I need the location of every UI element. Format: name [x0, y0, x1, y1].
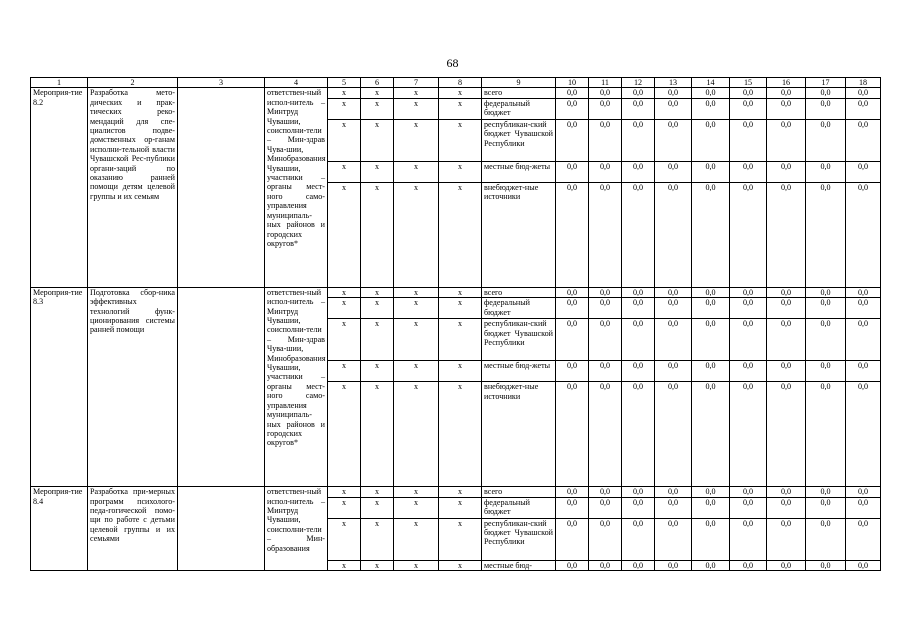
funding-value: 0,0 — [767, 361, 806, 382]
x-mark: x — [394, 161, 439, 182]
funding-value: 0,0 — [622, 560, 655, 570]
measure-name: Разработка при-мерных программ психолого-педа-гогической помо-щи по работе с детьми целевой группы и их семьями — [88, 487, 178, 571]
funding-value: 0,0 — [589, 161, 622, 182]
funding-source: местные бюд- — [482, 560, 556, 570]
funding-value: 0,0 — [846, 88, 881, 98]
x-mark: x — [439, 518, 482, 560]
funding-value: 0,0 — [655, 88, 692, 98]
measure-executors: ответствен-ный испол-нитель – Минтруд Чувашии, соисполни-тели – Мин-здрав Чува-шии, Минобразования Чувашии, участники – органы мест-ного само-управления муниципаль-ных районов и городских округов* — [265, 88, 328, 287]
x-mark: x — [439, 382, 482, 487]
column-header: 9 — [482, 78, 556, 88]
funding-value: 0,0 — [556, 287, 589, 297]
funding-source: федеральный бюджет — [482, 98, 556, 119]
measure-id: Мероприя-тие 8.3 — [31, 287, 88, 486]
column-header: 16 — [767, 78, 806, 88]
funding-value: 0,0 — [556, 182, 589, 287]
funding-value: 0,0 — [806, 88, 846, 98]
funding-value: 0,0 — [767, 298, 806, 319]
funding-value: 0,0 — [655, 298, 692, 319]
column-header: 12 — [622, 78, 655, 88]
funding-value: 0,0 — [589, 497, 622, 518]
measure-col3 — [178, 487, 265, 571]
funding-value: 0,0 — [846, 298, 881, 319]
column-header: 10 — [556, 78, 589, 88]
funding-value: 0,0 — [730, 298, 767, 319]
column-header: 6 — [361, 78, 394, 88]
x-mark: x — [328, 518, 361, 560]
funding-value: 0,0 — [806, 298, 846, 319]
funding-source: республикан-ский бюджет Чувашской Республики — [482, 319, 556, 361]
funding-value: 0,0 — [556, 88, 589, 98]
funding-value: 0,0 — [655, 161, 692, 182]
funding-value: 0,0 — [692, 487, 730, 497]
x-mark: x — [328, 361, 361, 382]
funding-source: местные бюд-жеты — [482, 161, 556, 182]
funding-value: 0,0 — [692, 560, 730, 570]
measure-id: Мероприя-тие 8.4 — [31, 487, 88, 571]
funding-value: 0,0 — [556, 319, 589, 361]
x-mark: x — [439, 298, 482, 319]
funding-source: федеральный бюджет — [482, 298, 556, 319]
funding-value: 0,0 — [846, 119, 881, 161]
funding-value: 0,0 — [622, 98, 655, 119]
column-header: 18 — [846, 78, 881, 88]
funding-value: 0,0 — [730, 287, 767, 297]
funding-value: 0,0 — [730, 487, 767, 497]
x-mark: x — [328, 182, 361, 287]
funding-value: 0,0 — [767, 319, 806, 361]
funding-value: 0,0 — [767, 98, 806, 119]
x-mark: x — [394, 98, 439, 119]
x-mark: x — [361, 487, 394, 497]
funding-value: 0,0 — [846, 182, 881, 287]
funding-source: местные бюд-жеты — [482, 361, 556, 382]
page-number: 68 — [446, 56, 459, 70]
x-mark: x — [439, 88, 482, 98]
x-mark: x — [439, 98, 482, 119]
column-header: 3 — [178, 78, 265, 88]
funding-source: внебюджет-ные источники — [482, 382, 556, 487]
funding-value: 0,0 — [846, 361, 881, 382]
x-mark: x — [361, 298, 394, 319]
column-header: 14 — [692, 78, 730, 88]
measure-name: Подготовка сбор-ника эффективных технологий функ-ционирования системы ранней помощи — [88, 287, 178, 486]
funding-value: 0,0 — [767, 518, 806, 560]
x-mark: x — [394, 119, 439, 161]
measure-col3 — [178, 88, 265, 287]
funding-value: 0,0 — [589, 518, 622, 560]
x-mark: x — [361, 497, 394, 518]
funding-value: 0,0 — [655, 98, 692, 119]
funding-value: 0,0 — [767, 287, 806, 297]
funding-value: 0,0 — [622, 287, 655, 297]
funding-value: 0,0 — [846, 382, 881, 487]
funding-value: 0,0 — [655, 361, 692, 382]
column-header: 2 — [88, 78, 178, 88]
funding-value: 0,0 — [692, 98, 730, 119]
funding-value: 0,0 — [622, 119, 655, 161]
x-mark: x — [328, 287, 361, 297]
funding-value: 0,0 — [846, 98, 881, 119]
x-mark: x — [439, 182, 482, 287]
x-mark: x — [361, 98, 394, 119]
x-mark: x — [394, 287, 439, 297]
x-mark: x — [328, 382, 361, 487]
funding-value: 0,0 — [589, 98, 622, 119]
funding-value: 0,0 — [806, 497, 846, 518]
funding-value: 0,0 — [730, 497, 767, 518]
funding-value: 0,0 — [589, 182, 622, 287]
x-mark: x — [328, 119, 361, 161]
x-mark: x — [439, 161, 482, 182]
funding-value: 0,0 — [806, 361, 846, 382]
funding-value: 0,0 — [806, 487, 846, 497]
funding-value: 0,0 — [556, 161, 589, 182]
x-mark: x — [394, 382, 439, 487]
budget-table — [30, 77, 881, 571]
x-mark: x — [328, 560, 361, 570]
funding-value: 0,0 — [846, 560, 881, 570]
funding-value: 0,0 — [806, 182, 846, 287]
funding-value: 0,0 — [806, 287, 846, 297]
x-mark: x — [394, 560, 439, 570]
funding-source: всего — [482, 88, 556, 98]
x-mark: x — [361, 88, 394, 98]
column-header: 13 — [655, 78, 692, 88]
funding-value: 0,0 — [655, 497, 692, 518]
funding-value: 0,0 — [730, 518, 767, 560]
funding-value: 0,0 — [767, 382, 806, 487]
funding-value: 0,0 — [589, 487, 622, 497]
funding-value: 0,0 — [730, 319, 767, 361]
table-row — [31, 487, 881, 497]
funding-value: 0,0 — [767, 182, 806, 287]
funding-value: 0,0 — [730, 161, 767, 182]
x-mark: x — [328, 161, 361, 182]
measure-executors: ответствен-ный испол-нитель – Минтруд Чувашии, соисполни-тели – Мин-здрав Чува-шии, Минобразования Чувашии, участники – органы мест-ного само-управления муниципаль-ных районов и городских округов* — [265, 287, 328, 486]
measure-id: Мероприя-тие 8.2 — [31, 88, 88, 287]
funding-source: республикан-ский бюджет Чувашской Республики — [482, 119, 556, 161]
funding-value: 0,0 — [622, 182, 655, 287]
funding-value: 0,0 — [655, 518, 692, 560]
x-mark: x — [328, 298, 361, 319]
x-mark: x — [394, 518, 439, 560]
funding-value: 0,0 — [622, 88, 655, 98]
x-mark: x — [394, 88, 439, 98]
funding-value: 0,0 — [622, 319, 655, 361]
funding-source: республикан-ский бюджет Чувашской Республики — [482, 518, 556, 560]
funding-value: 0,0 — [730, 182, 767, 287]
x-mark: x — [394, 487, 439, 497]
funding-value: 0,0 — [556, 560, 589, 570]
funding-value: 0,0 — [692, 361, 730, 382]
x-mark: x — [361, 161, 394, 182]
x-mark: x — [394, 298, 439, 319]
funding-value: 0,0 — [730, 361, 767, 382]
x-mark: x — [361, 382, 394, 487]
funding-value: 0,0 — [589, 298, 622, 319]
funding-value: 0,0 — [556, 382, 589, 487]
x-mark: x — [361, 287, 394, 297]
x-mark: x — [328, 487, 361, 497]
funding-value: 0,0 — [589, 560, 622, 570]
funding-value: 0,0 — [655, 119, 692, 161]
x-mark: x — [328, 88, 361, 98]
x-mark: x — [439, 287, 482, 297]
x-mark: x — [361, 319, 394, 361]
funding-value: 0,0 — [589, 382, 622, 487]
column-header: 15 — [730, 78, 767, 88]
funding-value: 0,0 — [767, 119, 806, 161]
x-mark: x — [361, 361, 394, 382]
funding-value: 0,0 — [589, 361, 622, 382]
funding-value: 0,0 — [692, 119, 730, 161]
table-row — [31, 88, 881, 98]
funding-value: 0,0 — [622, 298, 655, 319]
funding-value: 0,0 — [655, 287, 692, 297]
funding-value: 0,0 — [692, 298, 730, 319]
funding-value: 0,0 — [767, 88, 806, 98]
funding-source: всего — [482, 487, 556, 497]
x-mark: x — [328, 497, 361, 518]
funding-value: 0,0 — [767, 560, 806, 570]
funding-value: 0,0 — [806, 382, 846, 487]
funding-value: 0,0 — [589, 287, 622, 297]
x-mark: x — [394, 182, 439, 287]
funding-value: 0,0 — [730, 382, 767, 487]
funding-value: 0,0 — [806, 560, 846, 570]
funding-value: 0,0 — [806, 98, 846, 119]
funding-value: 0,0 — [846, 518, 881, 560]
funding-value: 0,0 — [692, 182, 730, 287]
funding-value: 0,0 — [622, 161, 655, 182]
funding-value: 0,0 — [846, 319, 881, 361]
measure-col3 — [178, 287, 265, 486]
measure-executors: ответствен-ный испол-нитель – Минтруд Чувашии, соисполни-тели – Мин-образования — [265, 487, 328, 571]
funding-source: внебюджет-ные источники — [482, 182, 556, 287]
funding-value: 0,0 — [806, 518, 846, 560]
column-header: 1 — [31, 78, 88, 88]
x-mark: x — [361, 182, 394, 287]
column-header: 17 — [806, 78, 846, 88]
funding-source: всего — [482, 287, 556, 297]
x-mark: x — [439, 319, 482, 361]
funding-value: 0,0 — [692, 161, 730, 182]
funding-value: 0,0 — [692, 319, 730, 361]
funding-value: 0,0 — [589, 119, 622, 161]
x-mark: x — [439, 487, 482, 497]
x-mark: x — [361, 119, 394, 161]
funding-value: 0,0 — [806, 319, 846, 361]
funding-value: 0,0 — [655, 182, 692, 287]
funding-value: 0,0 — [556, 487, 589, 497]
x-mark: x — [439, 560, 482, 570]
x-mark: x — [439, 119, 482, 161]
funding-value: 0,0 — [692, 382, 730, 487]
x-mark: x — [439, 361, 482, 382]
table-body — [31, 78, 881, 571]
funding-value: 0,0 — [556, 119, 589, 161]
funding-value: 0,0 — [767, 497, 806, 518]
funding-value: 0,0 — [846, 161, 881, 182]
funding-value: 0,0 — [692, 88, 730, 98]
funding-value: 0,0 — [556, 361, 589, 382]
header-row — [31, 78, 881, 88]
funding-value: 0,0 — [846, 287, 881, 297]
funding-value: 0,0 — [846, 487, 881, 497]
funding-value: 0,0 — [846, 497, 881, 518]
column-header: 5 — [328, 78, 361, 88]
funding-value: 0,0 — [556, 98, 589, 119]
column-header: 8 — [439, 78, 482, 88]
table-row — [31, 287, 881, 297]
funding-value: 0,0 — [730, 98, 767, 119]
x-mark: x — [439, 497, 482, 518]
funding-value: 0,0 — [622, 487, 655, 497]
x-mark: x — [394, 319, 439, 361]
funding-value: 0,0 — [556, 298, 589, 319]
funding-value: 0,0 — [622, 497, 655, 518]
funding-source: федеральный бюджет — [482, 497, 556, 518]
funding-value: 0,0 — [556, 497, 589, 518]
x-mark: x — [361, 518, 394, 560]
funding-value: 0,0 — [730, 560, 767, 570]
x-mark: x — [328, 98, 361, 119]
column-header: 11 — [589, 78, 622, 88]
funding-value: 0,0 — [767, 161, 806, 182]
funding-value: 0,0 — [622, 518, 655, 560]
funding-value: 0,0 — [622, 361, 655, 382]
funding-value: 0,0 — [655, 382, 692, 487]
x-mark: x — [394, 361, 439, 382]
x-mark: x — [361, 560, 394, 570]
funding-value: 0,0 — [806, 119, 846, 161]
funding-value: 0,0 — [692, 287, 730, 297]
funding-value: 0,0 — [589, 88, 622, 98]
funding-value: 0,0 — [556, 518, 589, 560]
funding-value: 0,0 — [730, 88, 767, 98]
funding-value: 0,0 — [622, 382, 655, 487]
funding-value: 0,0 — [806, 161, 846, 182]
column-header: 4 — [265, 78, 328, 88]
funding-value: 0,0 — [655, 560, 692, 570]
x-mark: x — [328, 319, 361, 361]
funding-value: 0,0 — [589, 319, 622, 361]
x-mark: x — [394, 497, 439, 518]
funding-value: 0,0 — [730, 119, 767, 161]
funding-value: 0,0 — [692, 497, 730, 518]
funding-value: 0,0 — [767, 487, 806, 497]
funding-value: 0,0 — [692, 518, 730, 560]
funding-value: 0,0 — [655, 319, 692, 361]
measure-name: Разработка мето-дических и прак-тических реко-мендаций для спе-циалистов подве-домственных ор-ганам исполни-тельной власти Чувашской Рес-публики органи-заций по оказанию ранней помощи детям целевой группы и их семьям — [88, 88, 178, 287]
column-header: 7 — [394, 78, 439, 88]
funding-value: 0,0 — [655, 487, 692, 497]
